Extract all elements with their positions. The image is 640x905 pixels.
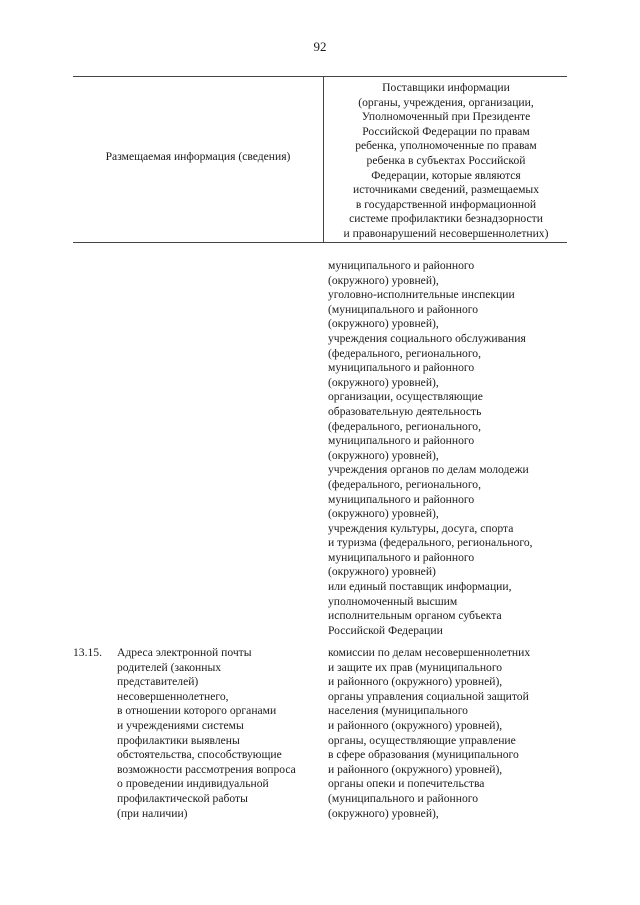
header-right-cell bbox=[326, 81, 566, 242]
row-supplier-line: комиссии по делам несовершеннолетних bbox=[328, 646, 531, 659]
row-info-line: профилактической работы bbox=[117, 791, 248, 805]
header-right-line: ребенка в субъектах Российской bbox=[366, 153, 526, 167]
continuation-line: муниципального и районного bbox=[328, 492, 475, 506]
header-right-line: системе профилактики безнадзорности bbox=[349, 212, 543, 226]
row-info-line: возможности рассмотрения вопроса bbox=[117, 762, 296, 776]
continuation-line: уголовно-исполнительные инспекции bbox=[328, 288, 515, 302]
header-right-line: Российской Федерации по правам bbox=[362, 124, 530, 138]
continuation-line: (окружного) уровней), bbox=[328, 507, 439, 521]
row-suppliers-cell bbox=[328, 646, 568, 821]
continuation-line: учреждения культуры, досуга, спорта bbox=[328, 521, 514, 535]
row-supplier-line: (муниципального и районного bbox=[328, 791, 479, 805]
continuation-line: (окружного) уровней), bbox=[328, 273, 439, 287]
continuation-line: муниципального и районного bbox=[328, 550, 475, 564]
header-right-line: и правонарушений несовершеннолетних) bbox=[343, 226, 549, 240]
continuation-line: организации, осуществляющие bbox=[328, 390, 483, 404]
header-right-line: (органы, учреждения, организации, bbox=[358, 95, 534, 109]
header-right-line: источниками сведений, размещаемых bbox=[352, 183, 540, 197]
continuation-line: или единый поставщик информации, bbox=[328, 580, 512, 594]
row-supplier-line: в сфере образования (муниципального bbox=[328, 748, 519, 762]
continuation-line: исполнительным органом субъекта bbox=[328, 609, 502, 623]
row-supplier-line: и районного (окружного) уровней), bbox=[328, 718, 503, 732]
continuation-right-cell bbox=[328, 259, 568, 638]
row-supplier-line: органы, осуществляющие управление bbox=[328, 733, 516, 747]
row-supplier-line: и районного (окружного) уровней), bbox=[328, 762, 503, 776]
continuation-line: (окружного) уровней) bbox=[328, 565, 436, 579]
header-bottom-rule bbox=[73, 242, 567, 243]
row-info-line: (при наличии) bbox=[117, 806, 188, 820]
row-info-line: Адреса электронной почты bbox=[117, 646, 252, 659]
continuation-line: (федерального, регионального, bbox=[328, 477, 481, 491]
continuation-line: (окружного) уровней), bbox=[328, 448, 439, 462]
header-right-line: в государственной информационной bbox=[355, 197, 537, 211]
page-number: 92 bbox=[313, 39, 327, 54]
table-top-rule bbox=[73, 76, 567, 77]
continuation-line: муниципального и районного bbox=[328, 259, 475, 272]
row-supplier-line: органы управления социальной защитой bbox=[328, 689, 529, 703]
row-info-cell bbox=[117, 646, 322, 821]
continuation-line: учреждения органов по делам молодежи bbox=[328, 463, 529, 477]
row-supplier-line: органы опеки и попечительства bbox=[328, 777, 485, 791]
header-right-line: Поставщики информации bbox=[382, 81, 510, 94]
row-info-line: несовершеннолетнего, bbox=[117, 689, 229, 703]
row-supplier-line: (окружного) уровней), bbox=[328, 806, 439, 820]
header-right-line: Уполномоченный при Президенте bbox=[361, 110, 531, 124]
row-info-line: родителей (законных bbox=[117, 660, 222, 674]
header-right-line: ребенка, уполномоченные по правам bbox=[355, 139, 537, 153]
continuation-line: (федерального, регионального, bbox=[328, 419, 481, 433]
continuation-line: образовательную деятельность bbox=[328, 404, 482, 418]
continuation-line: (муниципального и районного bbox=[328, 302, 479, 316]
continuation-line: муниципального и районного bbox=[328, 434, 475, 448]
continuation-line: уполномоченный высшим bbox=[328, 594, 458, 608]
continuation-line: учреждения социального обслуживания bbox=[328, 331, 526, 345]
row-supplier-line: и районного (окружного) уровней), bbox=[328, 675, 503, 689]
continuation-line: и туризма (федерального, регионального, bbox=[328, 536, 533, 550]
continuation-line: Российской Федерации bbox=[328, 623, 443, 637]
row-supplier-line: населения (муниципального bbox=[328, 704, 468, 718]
continuation-line: муниципального и районного bbox=[328, 361, 475, 375]
header-left-cell: Размещаемая информация (сведения) bbox=[105, 150, 291, 163]
continuation-line: (окружного) уровней), bbox=[328, 375, 439, 389]
row-info-line: и учреждениями системы bbox=[117, 718, 244, 732]
row-info-line: профилактики выявлены bbox=[117, 733, 240, 747]
row-supplier-line: и защите их прав (муниципального bbox=[328, 660, 503, 674]
continuation-line: (окружного) уровней), bbox=[328, 317, 439, 331]
row-info-line: обстоятельства, способствующие bbox=[117, 748, 282, 762]
row-number: 13.15. bbox=[73, 646, 102, 659]
continuation-line: (федерального, регионального, bbox=[328, 346, 481, 360]
header-column-divider bbox=[323, 76, 324, 242]
row-info-line: в отношении которого органами bbox=[117, 704, 277, 718]
row-info-line: представителей) bbox=[117, 675, 199, 689]
row-info-line: о проведении индивидуальной bbox=[117, 777, 269, 791]
header-right-line: Федерации, которые являются bbox=[371, 168, 521, 182]
